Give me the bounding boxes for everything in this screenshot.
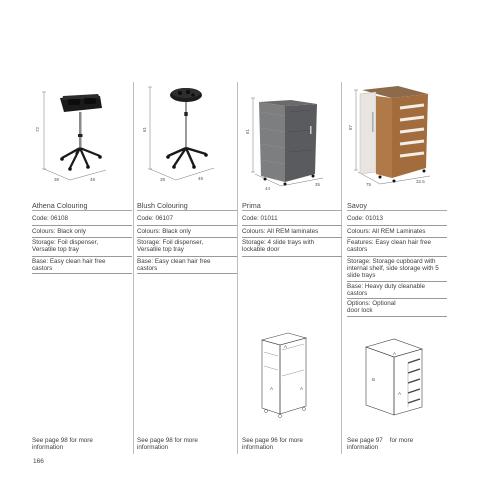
- prima-depth-label: 44: [265, 186, 271, 191]
- savoy-spec-base: Base: Heavy duty cleanable castors: [347, 283, 426, 298]
- blush-trolley-image: [138, 82, 238, 192]
- prima-drawing-label-right: A: [300, 386, 304, 391]
- savoy-colours: Colours: All REM Laminates: [347, 228, 426, 235]
- blush-height-label: 61: [142, 126, 147, 132]
- athena-rule-4: [32, 273, 132, 274]
- blush-rule-3: [137, 256, 237, 257]
- blush-depth-label: 39: [160, 177, 166, 182]
- savoy-depth-label: 75: [366, 182, 372, 187]
- blush-rule-4: [137, 273, 237, 274]
- savoy-spec-storage: Storage: Storage cupboard with internal shelf, side storage with 5 slide trays: [347, 258, 439, 280]
- savoy-spec-features: Features: Easy clean hair free castors: [347, 239, 431, 254]
- athena-code: Code: 06108: [32, 215, 69, 222]
- prima-width-label: 35: [315, 182, 321, 187]
- savoy-footer: See page 97 for more information: [347, 437, 415, 452]
- blush-title-rule: [137, 210, 237, 211]
- savoy-drawing-label-top: A: [393, 351, 397, 356]
- athena-width-label: 48: [90, 177, 96, 182]
- athena-footer: See page 98 for more information: [32, 437, 93, 452]
- savoy-rule-2: [347, 237, 447, 238]
- savoy-width-label: 32.5: [416, 179, 425, 184]
- column-divider-1: [133, 82, 134, 454]
- blush-spec-storage: Storage: Foil dispenser, Versatile top tray: [137, 239, 204, 254]
- prima-code: Code: 01011: [242, 215, 278, 222]
- athena-rule-2: [32, 237, 132, 238]
- athena-spec-base: Base: Easy clean hair free castors: [32, 258, 106, 273]
- blush-width-label: 49: [198, 176, 204, 181]
- athena-spec-storage: Storage: Foil dispenser, Versatile top tray: [32, 239, 99, 254]
- savoy-rule-5: [347, 298, 447, 299]
- athena-rule-3: [32, 256, 132, 257]
- prima-title-rule: [242, 210, 342, 211]
- prima-drawing-label-left: A: [270, 386, 274, 391]
- blush-rule-1: [137, 225, 237, 226]
- prima-rule-1: [242, 225, 342, 226]
- page-number: 166: [33, 458, 44, 465]
- savoy-rule-4: [347, 281, 447, 282]
- athena-title-rule: [32, 210, 132, 211]
- prima-line-drawing: [252, 330, 322, 420]
- blush-spec-base: Base: Easy clean hair free castors: [137, 258, 211, 273]
- savoy-drawing-label-right: A: [398, 391, 402, 396]
- prima-title: Prima: [242, 201, 261, 210]
- savoy-line-drawing: [360, 335, 440, 420]
- prima-rule-2: [242, 237, 342, 238]
- savoy-title-rule: [347, 210, 447, 211]
- savoy-rule-1: [347, 225, 447, 226]
- blush-rule-2: [137, 237, 237, 238]
- blush-title: Blush Colouring: [137, 201, 188, 210]
- prima-trolley-image: [243, 82, 343, 192]
- prima-height-label: 61: [245, 128, 250, 134]
- savoy-title: Savoy: [347, 201, 367, 210]
- athena-trolley-image: [30, 82, 130, 192]
- blush-footer: See page 98 for more information: [137, 437, 198, 452]
- savoy-trolley-image: [350, 82, 450, 192]
- blush-code: Code: 06107: [137, 215, 174, 222]
- savoy-rule-6: [347, 316, 447, 317]
- athena-depth-label: 38: [54, 177, 60, 182]
- athena-height-label: 72: [35, 126, 40, 132]
- prima-rule-3: [242, 256, 342, 257]
- athena-colours: Colours: Black only: [32, 228, 86, 235]
- savoy-code: Code: 01013: [347, 215, 384, 222]
- prima-spec-storage: Storage: 4 slide trays with lockable door: [242, 239, 315, 254]
- prima-colours: Colours: All REM laminates: [242, 228, 319, 235]
- prima-drawing-label-top: A: [284, 344, 288, 349]
- blush-colours: Colours: Black only: [137, 228, 191, 235]
- athena-rule-1: [32, 225, 132, 226]
- savoy-rule-3: [347, 256, 447, 257]
- savoy-height-label: 87: [348, 124, 353, 130]
- savoy-spec-options: Options: Optional door lock: [347, 300, 396, 315]
- athena-title: Athena Colouring: [32, 201, 88, 210]
- savoy-drawing-label-left: B: [372, 377, 376, 382]
- prima-footer: See page 96 for more information: [242, 437, 303, 452]
